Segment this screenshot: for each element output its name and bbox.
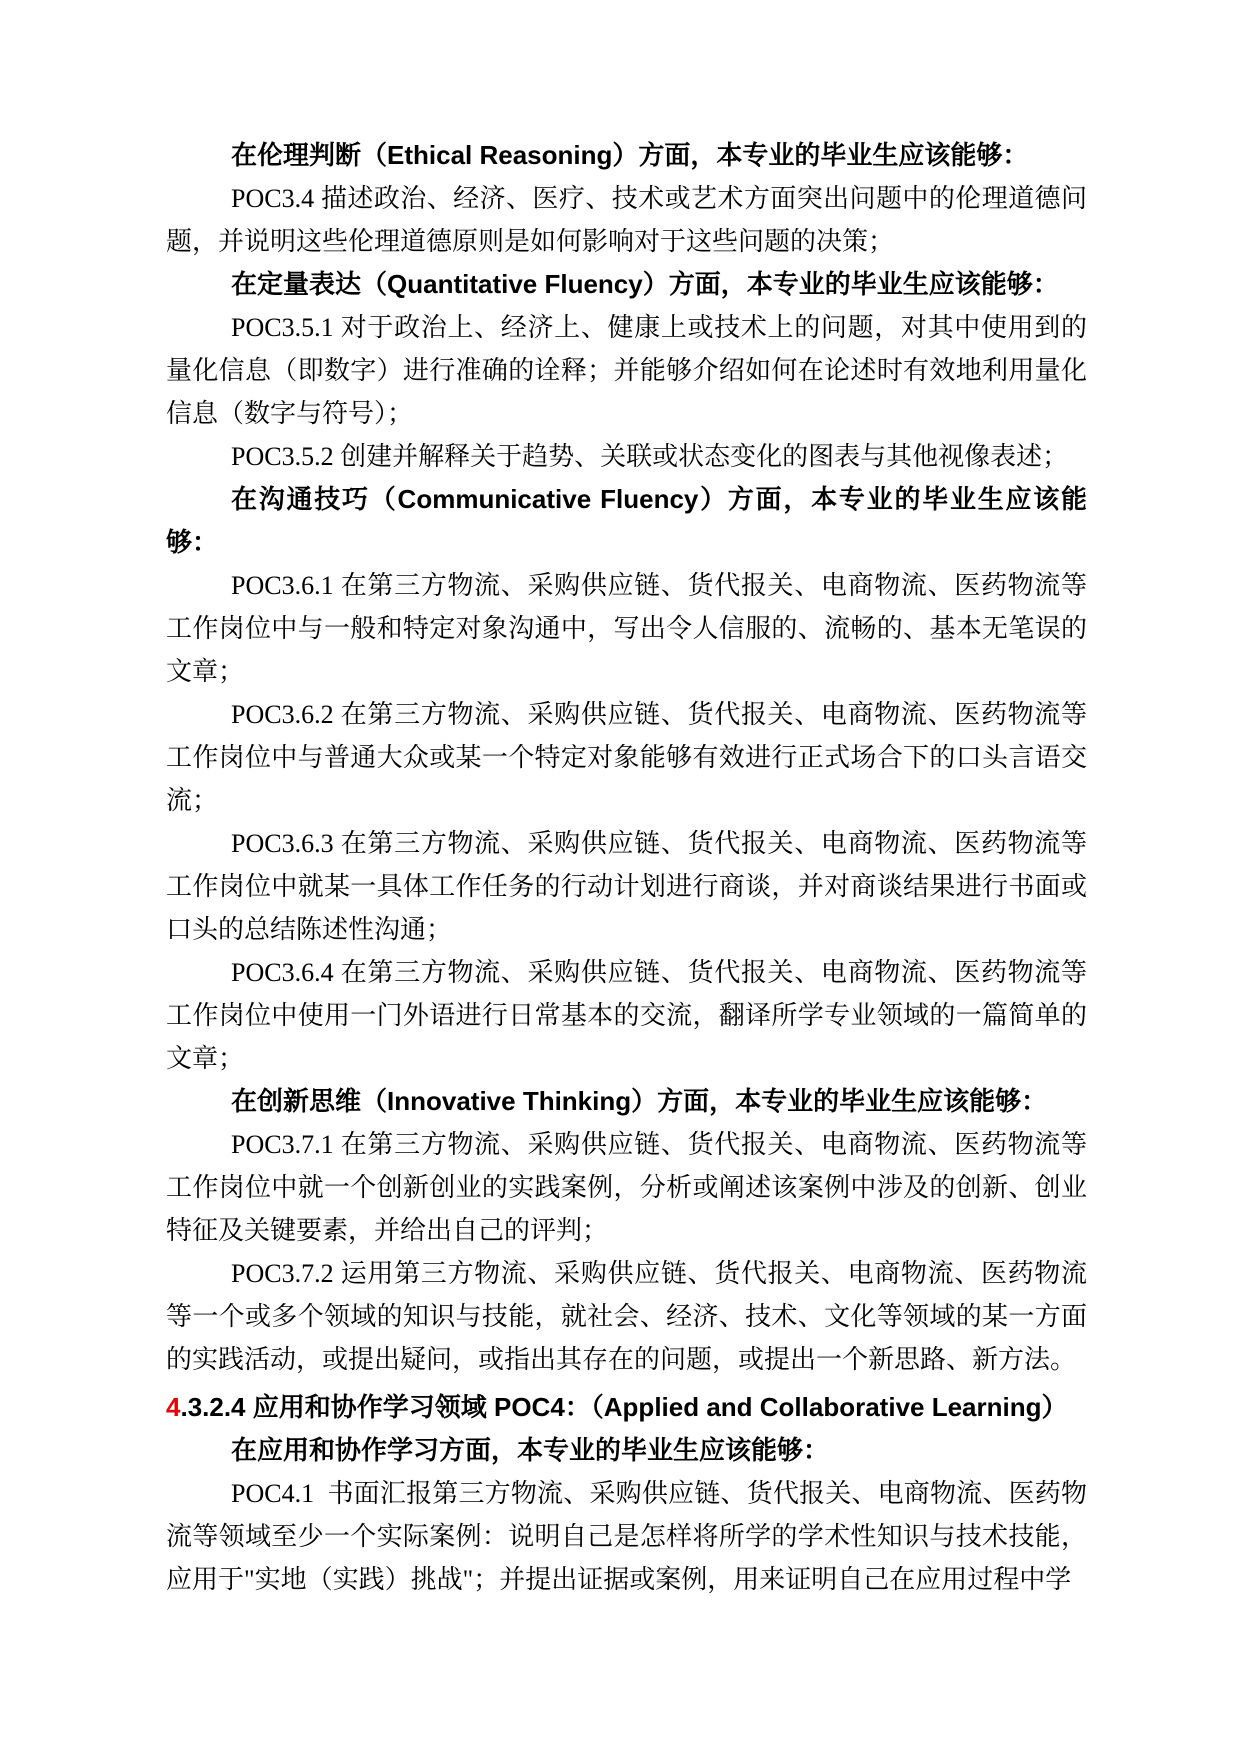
heading-quantitative-fluency: 在定量表达（Quantitative Fluency）方面，本专业的毕业生应该能够： (231, 269, 1059, 299)
section-number-rest: .3.2.4 (180, 1392, 253, 1422)
section-number-red: 4 (166, 1392, 181, 1422)
heading-communicative-fluency: 在沟通技巧（Communicative Fluency）方面，本专业的毕业生应该能够： (166, 484, 1087, 557)
paragraph-poc3-6-4: POC3.6.4 在第三方物流、采购供应链、货代报关、电商物流、医药物流等工作岗位中使用一门外语进行日常基本的交流，翻译所学专业领域的一篇简单的文章； (166, 958, 1087, 1073)
paragraph-poc3-5-1: POC3.5.1 对于政治上、经济上、健康上或技术上的问题，对其中使用到的量化信息（即数字）进行准确的诠释；并能够介绍如何在论述时有效地利用量化信息（数字与符号）； (166, 313, 1087, 428)
paragraph-poc3-6-2: POC3.6.2 在第三方物流、采购供应链、货代报关、电商物流、医药物流等工作岗位中与普通大众或某一个特定对象能够有效进行正式场合下的口头言语交流； (166, 700, 1087, 815)
paragraph-poc3-6-1: POC3.6.1 在第三方物流、采购供应链、货代报关、电商物流、医药物流等工作岗位中与一般和特定对象沟通中，写出令人信服的、流畅的、基本无笔误的文章； (166, 571, 1087, 686)
heading-applied-collaborative-learning: 在应用和协作学习方面，本专业的毕业生应该能够： (231, 1435, 830, 1465)
paragraph-poc3-5-2: POC3.5.2 创建并解释关于趋势、关联或状态变化的图表与其他视像表述； (231, 442, 1069, 471)
paragraph-poc3-7-2: POC3.7.2 运用第三方物流、采购供应链、货代报关、电商物流、医药物流等一个或多个领域的知识与技能，就社会、经济、技术、文化等领域的某一方面的实践活动，或提出疑问，或指出其存在的问题，或提出一个新思路、新方法。 (166, 1259, 1087, 1374)
paragraph-poc3-4: POC3.4 描述政治、经济、医疗、技术或艺术方面突出问题中的伦理道德问题，并说明这些伦理道德原则是如何影响对于这些问题的决策； (166, 184, 1087, 256)
paragraph-poc3-7-1: POC3.7.1 在第三方物流、采购供应链、货代报关、电商物流、医药物流等工作岗位中就一个创新创业的实践案例，分析或阐述该案例中涉及的创新、创业特征及关键要素，并给出自己的评判； (166, 1130, 1087, 1245)
paragraph-poc4-1: POC4.1 书面汇报第三方物流、采购供应链、货代报关、电商物流、医药物流等领域至少一个实际案例：说明自己是怎样将所学的学术性知识与技术技能，应用于"实地（实践）挑战"；并提出证据或案例，用来证明自己在应用过程中学 (166, 1479, 1087, 1594)
section-title: 应用和协作学习领域 POC4：（Applied and Collaborative Learning） (252, 1392, 1068, 1422)
heading-ethical-reasoning: 在伦理判断（Ethical Reasoning）方面，本专业的毕业生应该能够： (231, 140, 1029, 170)
paragraph-poc3-6-3: POC3.6.3 在第三方物流、采购供应链、货代报关、电商物流、医药物流等工作岗位中就某一具体工作任务的行动计划进行商谈，并对商谈结果进行书面或口头的总结陈述性沟通； (166, 829, 1087, 944)
section-heading-4-3-2-4 (166, 1386, 1087, 1429)
heading-innovative-thinking: 在创新思维（Innovative Thinking）方面，本专业的毕业生应该能够： (231, 1086, 1048, 1116)
